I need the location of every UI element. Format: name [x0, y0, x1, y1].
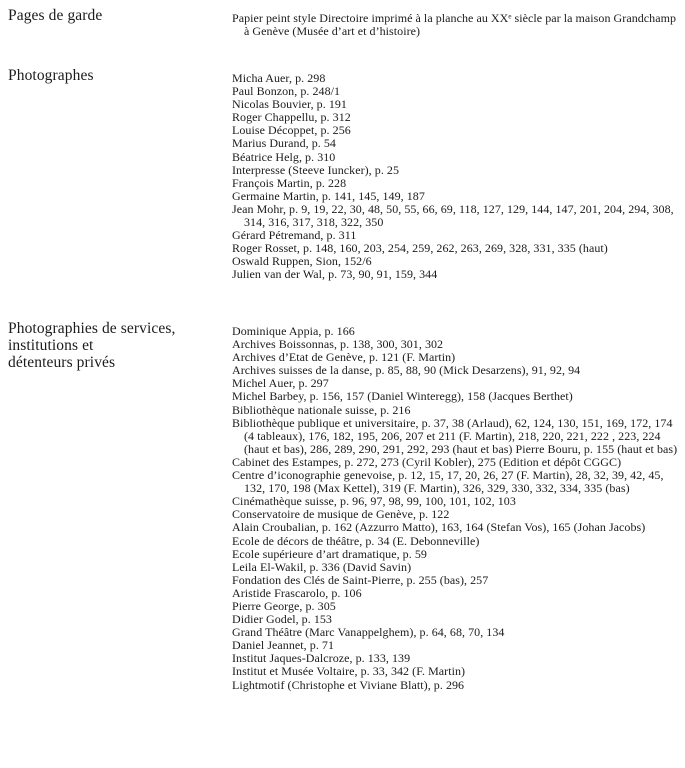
heading-line: Pages de garde: [8, 7, 103, 24]
list-item: Centre d’iconographie genevoise, p. 12, 15, 17, 20, 26, 27 (F. Martin), 28, 32, 39, 42, 45, 132, 170, 198 (Max Kettel), 319 (F. Martin), 326, 329, 330, 332, 334, 335 (bas): [232, 468, 664, 496]
list-item: Archives d’Etat de Genève, p. 121 (F. Martin): [232, 350, 456, 365]
list-item: Cabinet des Estampes, p. 272, 273 (Cyril Kobler), 275 (Edition et dépôt CGGC): [232, 454, 622, 469]
list-item: Julien van der Wal, p. 73, 90, 91, 159, 344: [232, 267, 438, 282]
heading-line: Photographies de services,: [8, 320, 176, 337]
list-item: Roger Chappellu, p. 312: [232, 110, 351, 125]
entry-list: [232, 325, 682, 692]
list-item: Lightmotif (Christophe et Viviane Blatt), p. 296: [232, 677, 465, 692]
section-heading: [8, 320, 223, 371]
list-item: Paul Bonzon, p. 248/1: [232, 84, 341, 99]
list-item: Fondation des Clés de Saint-Pierre, p. 255 (bas), 257: [232, 572, 489, 587]
list-item: Archives suisses de la danse, p. 85, 88, 90 (Mick Desarzens), 91, 92, 94: [232, 363, 581, 378]
list-item: Michel Auer, p. 297: [232, 376, 329, 391]
list-item: Aristide Frascarolo, p. 106: [232, 585, 362, 600]
section-heading: [8, 67, 223, 84]
list-item: Gérard Pétremand, p. 311: [232, 228, 357, 243]
list-item: Leila El-Wakil, p. 336 (David Savin): [232, 559, 412, 574]
list-item: Louise Décoppet, p. 256: [232, 123, 351, 138]
list-item: Institut et Musée Voltaire, p. 33, 342 (F. Martin): [232, 664, 466, 679]
list-item: Dominique Appia, p. 166: [232, 324, 355, 338]
list-item: Nicolas Bouvier, p. 191: [232, 97, 347, 112]
heading-line: Photographes: [8, 67, 94, 84]
heading-line: détenteurs privés: [8, 354, 116, 371]
heading-line: institutions et: [8, 337, 94, 354]
list-item: Pierre George, p. 305: [232, 598, 336, 613]
list-item: Micha Auer, p. 298: [232, 71, 326, 85]
list-item: Germaine Martin, p. 141, 145, 149, 187: [232, 188, 425, 203]
list-item: Interpresse (Steeve Iuncker), p. 25: [232, 162, 400, 177]
list-item: Ecole supérieure d’art dramatique, p. 59: [232, 546, 427, 561]
entry-list: [232, 72, 682, 282]
list-item: Ecole de décors de théâtre, p. 34 (E. Debonneville): [232, 533, 480, 548]
list-item: Daniel Jeannet, p. 71: [232, 638, 335, 653]
list-item: Archives Boissonnas, p. 138, 300, 301, 302: [232, 337, 444, 352]
list-item: Oswald Ruppen, Sion, 152/6: [232, 254, 372, 269]
list-item: Bibliothèque nationale suisse, p. 216: [232, 402, 411, 417]
entry-list: [232, 12, 682, 38]
list-item: Institut Jaques-Dalcroze, p. 133, 139: [232, 651, 411, 666]
list-item: Grand Théâtre (Marc Vanappelghem), p. 64, 68, 70, 134: [232, 625, 505, 640]
list-item: Conservatoire de musique de Genève, p. 122: [232, 507, 450, 522]
list-item: Michel Barbey, p. 156, 157 (Daniel Winteregg), 158 (Jacques Berthet): [232, 389, 573, 404]
list-item: Alain Croubalian, p. 162 (Azzurro Matto), 163, 164 (Stefan Vos), 165 (Johan Jacobs): [232, 520, 646, 535]
list-item: François Martin, p. 228: [232, 175, 347, 190]
list-item: Cinémathèque suisse, p. 96, 97, 98, 99, 100, 101, 102, 103: [232, 494, 516, 509]
list-item: Marius Durand, p. 54: [232, 136, 336, 151]
list-item: Bibliothèque publique et universitaire, p. 37, 38 (Arlaud), 62, 124, 130, 151, 169, 172, 174 (4 tableaux), 176, 182, 195, 206, 207 et 211 (F. Martin), 218, 220, 221, 222 , 223, 224 (haut et bas), 286, 289, 290, 291, 292, 293 (haut et bas) Pierre Bouru, p. 155 (haut et bas): [232, 415, 678, 456]
list-item: Jean Mohr, p. 9, 19, 22, 30, 48, 50, 55, 66, 69, 118, 127, 129, 144, 147, 201, 204, 294, 308, 314, 316, 317, 318, 322, 350: [232, 201, 674, 230]
list-item: Papier peint style Directoire imprimé à la planche au XXᵉ siècle par la maison Grandchamp à Genève (Musée d’art et d’histoire): [232, 11, 677, 39]
list-item: Roger Rosset, p. 148, 160, 203, 254, 259, 262, 263, 269, 328, 331, 335 (haut): [232, 241, 608, 256]
section-heading: [8, 7, 223, 24]
list-item: Béatrice Helg, p. 310: [232, 149, 336, 164]
list-item: Didier Godel, p. 153: [232, 612, 332, 627]
